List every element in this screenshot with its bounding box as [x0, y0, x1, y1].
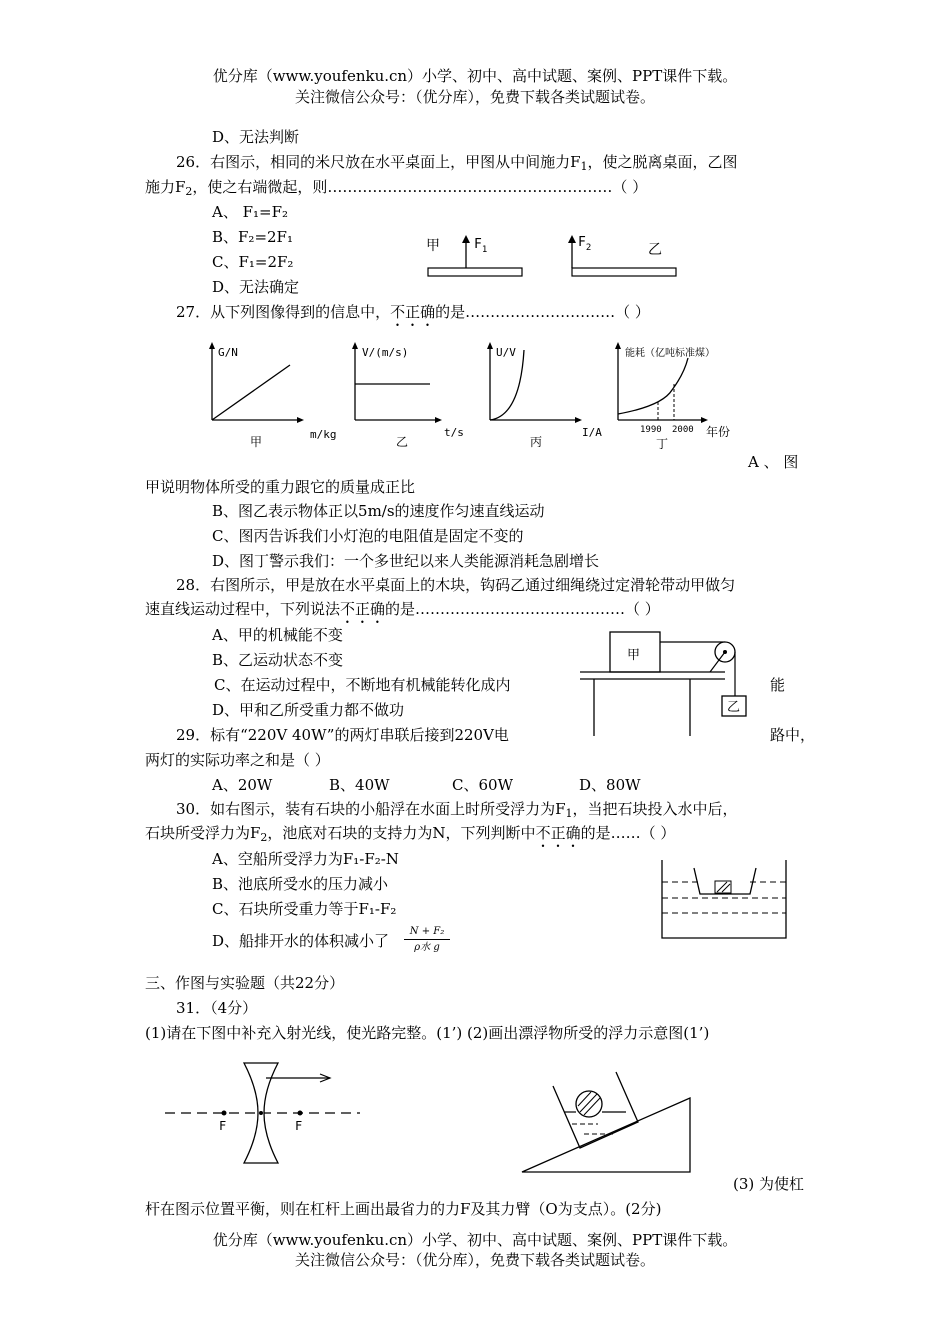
q29-option-d: D、80W [579, 776, 641, 794]
q27-g3-ylabel: U/V [496, 346, 516, 359]
q26-label-F2: $F_2$ [578, 235, 592, 253]
q30-stem-line-1: 30．如右图示，装有石块的小船浮在水面上时所受浮力为$F_1$，当把石块投入水中后， [176, 800, 738, 820]
q31-parts-1-2: (1)请在下图中补充入射光线，使光路完整。(1’) (2)画出漂浮物所受的浮力示意图(1’) [145, 1024, 710, 1042]
q28-pulley-figure [580, 630, 760, 740]
q25-option-d: D、无法判断 [212, 128, 300, 146]
q29-stem: 29．标有“220V 40W”的两灯串联后接到220V电 [176, 726, 509, 744]
q27-graph-yi [352, 342, 464, 449]
q27-g2-name: 乙 [396, 435, 409, 449]
q27-g2-ylabel: V/(m/s) [362, 346, 409, 359]
q28-option-a: A、甲的机械能不变 [212, 626, 343, 644]
q27-option-b: B、图乙表示物体正以5m/s的速度作匀速直线运动 [212, 502, 545, 520]
q27-g3-xlabel: I/A [582, 426, 602, 439]
q29-option-a: A、20W [212, 776, 273, 794]
q26-stem-line-2: 施力$F_2$，使之右端微起，则…………………………………………………（ ） [145, 178, 648, 198]
header-line-2: 关注微信公众号：（优分库），免费下载各类试题试卷。 [294, 88, 655, 106]
q26-option-b: B、F₂=2F₁ [212, 228, 293, 246]
q28-option-b: B、乙运动状态不变 [212, 651, 344, 669]
q26-ruler-figure [420, 228, 700, 288]
q28-label-jia: 甲 [627, 648, 641, 663]
q30-option-b: B、池底所受水的压力减小 [212, 875, 389, 893]
q28-option-c: C、在运动过程中，不断地有机械能转化成内 [214, 676, 511, 694]
q26-ruler-jia [428, 268, 522, 276]
q28-stem-line-2: 速直线运动过程中，下列说法不正确的是……………………………………（ ） [145, 600, 660, 618]
q28-label-yi: 乙 [727, 700, 741, 715]
q30-option-d: D、船排开水的体积减小了 [212, 932, 390, 950]
q30-option-c: C、石块所受重力等于F₁-F₂ [212, 900, 397, 918]
q27-stem: 27．从下列图像得到的信息中，不正确的是…………………………（ ） [176, 303, 650, 321]
q27-option-c: C、图丙告诉我们小灯泡的电阻值是固定不变的 [212, 527, 524, 545]
q27-g4-ylabel: 能耗（亿吨标准煤） [625, 348, 715, 359]
q28-option-d: D、甲和乙所受重力都不做功 [212, 701, 405, 719]
focus-label-right: F [295, 1119, 303, 1133]
q27-graphs [200, 340, 740, 460]
q29-stem-end: 路中， [770, 726, 816, 744]
q29-option-c: C、60W [452, 776, 513, 794]
q27-g1-ylabel: G/N [218, 346, 238, 359]
q27-option-d: D、图丁警示我们：一个多世纪以来人类能源消耗急剧增长 [212, 552, 600, 570]
section3-title: 三、作图与实验题（共22分） [145, 974, 345, 992]
q26-label-F1: $F_1$ [474, 237, 488, 255]
q27-g4-tick-2000: 2000 [672, 425, 694, 435]
q26-stem-line-1: 26．右图示，相同的米尺放在水平桌面上，甲图从中间施力$F_1$，使之脱离桌面，乙图 [176, 153, 738, 173]
focus-label-left: F [219, 1119, 227, 1133]
q26-option-a: A、 F₁=F₂ [212, 203, 289, 221]
q26-label-jia: 甲 [426, 238, 440, 254]
q27-g3-name: 丙 [530, 435, 543, 449]
q29-stem-line-2: 两灯的实际功率之和是（ ） [145, 751, 330, 769]
q26-option-c: C、F₁=2F₂ [212, 253, 294, 271]
q28-option-c-end: 能 [770, 676, 786, 694]
q27-g4-name: 丁 [656, 437, 669, 451]
q31-title: 31．（4分） [176, 999, 258, 1017]
q30-boat-figure [660, 858, 790, 940]
footer-line-2: 关注微信公众号：（优分库），免费下载各类试题试卷。 [294, 1251, 655, 1269]
q26-option-d: D、无法确定 [212, 278, 300, 296]
footer-line-1: 优分库（www.youfenku.cn）小学、初中、高中试题、案例、PPT课件下载。 [212, 1231, 738, 1249]
q31-lens-figure [160, 1060, 370, 1170]
q28-stem-line-1: 28．右图所示，甲是放在水平桌面上的木块，钩码乙通过细绳绕过定滑轮带动甲做匀 [176, 576, 736, 594]
q30-stem-line-2: 石块所受浮力为$F_2$，池底对石块的支持力为N，下列判断中不正确的是……（ ） [145, 824, 676, 844]
q27-g2-xlabel: t/s [444, 426, 464, 439]
q27-graph-jia [209, 342, 337, 449]
q31-float-figure [520, 1068, 695, 1176]
q27-option-a-part1: A 、 图 [748, 453, 799, 471]
q29-option-b: B、40W [329, 776, 390, 794]
q30-fraction [404, 926, 450, 954]
incline [522, 1098, 690, 1172]
q30-fraction-denominator: ρ水 g [414, 942, 440, 953]
q27-g4-tick-1990: 1990 [640, 425, 662, 435]
q30-fraction-numerator: N + F₂ [404, 926, 450, 940]
q27-graph-bing [487, 342, 602, 449]
q26-label-yi: 乙 [648, 242, 662, 258]
q26-ruler-yi [572, 268, 676, 276]
q27-g1-xlabel: m/kg [310, 428, 337, 441]
q27-graph-ding [615, 342, 730, 451]
header-line-1: 优分库（www.youfenku.cn）小学、初中、高中试题、案例、PPT课件下载。 [212, 67, 738, 85]
q31-part-3: 杆在图示位置平衡，则在杠杆上画出最省力的力F及其力臂（O为支点）。(2分) [145, 1200, 662, 1218]
q30-option-a: A、空船所受浮力为F₁-F₂-N [212, 850, 399, 868]
q27-option-a-part2: 甲说明物体所受的重力跟它的质量成正比 [145, 478, 416, 496]
q27-g4-xlabel: 年份 [706, 425, 731, 439]
q27-g1-name: 甲 [250, 435, 263, 449]
q31-part-3-start: (3) 为使杠 [733, 1175, 805, 1193]
